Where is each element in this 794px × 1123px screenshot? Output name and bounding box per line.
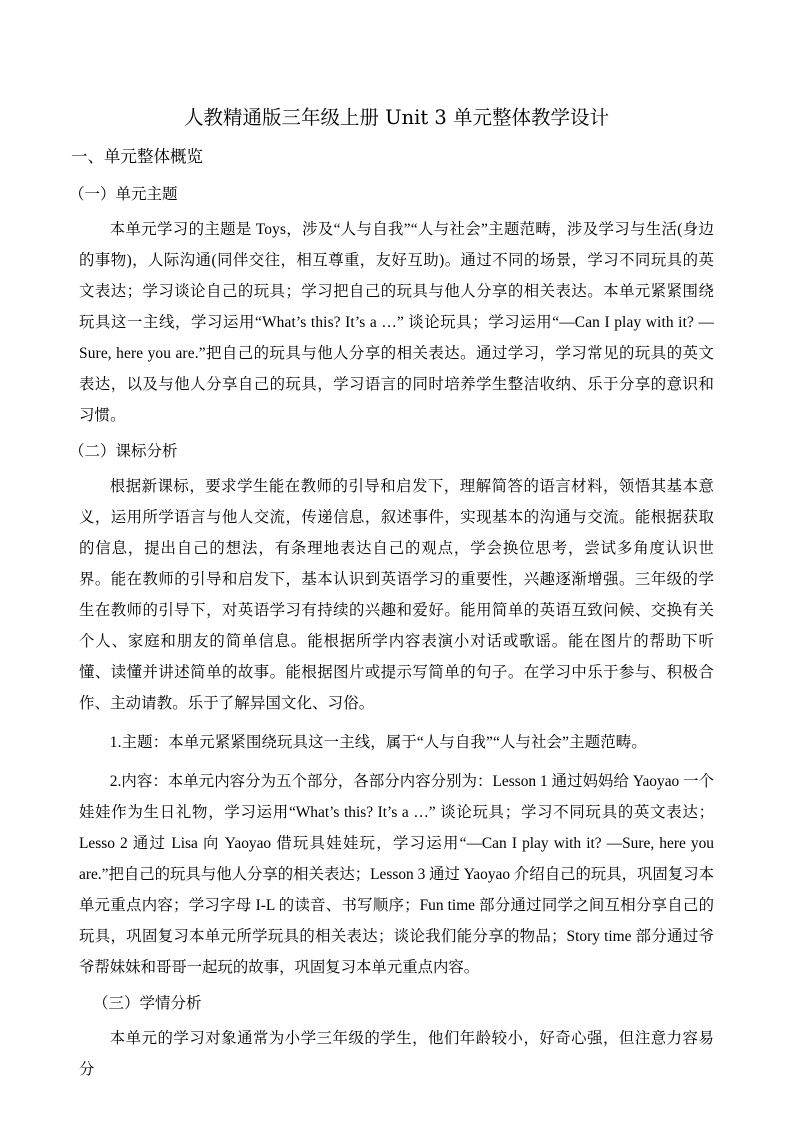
subsection-heading-curriculum: （二）课标分析 [69, 442, 178, 460]
subsection-heading-learners: （三）学情分析 [93, 994, 202, 1012]
paragraph-learners: 本单元的学习对象通常为小学三年级的学生，他们年龄较小，好奇心强，但注意力容易分 [79, 1030, 714, 1078]
section-heading-overview: 一、单元整体概览 [71, 147, 203, 166]
paragraph-point-content: 2.内容：本单元内容分为五个部分，各部分内容分别为：Lesson 1 通过妈妈给 Yaoyao 一个娃娃作为生日礼物，学习运用“What’s this? It’s a …” 谈论玩具；学习不同玩具的英文表达；Lesso 2 通过 Lisa 向 Yaoyao 借玩具娃娃玩，学习运用“—Can I play with it? —Sure, here you are.”把自己的玩具与他人分享的相关表达；Lesson 3 通过 Yaoyao 介绍自己的玩具，巩固复习本单元重点内容；学习字母 I-L 的读音、书写顺序；Fun time 部分通过同学之间互相分享自己的玩具，巩固复习本单元所学玩具的相关表达；谈论我们能分享的物品；Story time 部分通过爷爷帮妹妹和哥哥一起玩的故事，巩固复习本单元重点内容。 [79, 773, 714, 976]
paragraph-theme: 本单元学习的主题是 Toys，涉及“人与自我”“人与社会”主题范畴，涉及学习与生活(身边的事物)，人际沟通(同伴交往，相互尊重，友好互助)。通过不同的场景，学习不同玩具的英文表达；学习谈论自己的玩具；学习把自己的玩具与他人分享的相关表达。本单元紧紧围绕玩具这一主线，学习运用“What’s this? It’s a …” 谈论玩具；学习运用“—Can I play with it? —Sure, here you are.”把自己的玩具与他人分享的相关表达。通过学习，学习常见的玩具的英文表达，以及与他人分享自己的玩具，学习语言的同时培养学生整洁收纳、乐于分享的意识和习惯。 [79, 221, 714, 424]
paragraph-curriculum: 根据新课标，要求学生能在教师的引导和启发下，理解简答的语言材料，领悟其基本意义，运用所学语言与他人交流，传递信息，叙述事件，实现基本的沟通与交流。能根据获取的信息，提出自己的想法，有条理地表达自己的观点，学会换位思考，尝试多角度认识世界。能在教师的引导和启发下，基本认识到英语学习的重要性，兴趣逐渐增强。三年级的学生在教师的引导下，对英语学习有持续的兴趣和爱好。能用简单的英语互致问候、交换有关个人、家庭和朋友的简单信息。能根据所学内容表演小对话或歌谣。能在图片的帮助下听懂、读懂并讲述简单的故事。能根据图片或提示写简单的句子。在学习中乐于参与、积极合作、主动请教。乐于了解异国文化、习俗。 [79, 478, 714, 712]
paragraph-point-theme: 1.主题：本单元紧紧围绕玩具这一主线，属于“人与自我”“人与社会”主题范畴。 [109, 734, 647, 751]
document-title: 人教精通版三年级上册 Unit 3 单元整体教学设计 [183, 106, 610, 129]
subsection-heading-theme: （一）单元主题 [69, 185, 178, 203]
